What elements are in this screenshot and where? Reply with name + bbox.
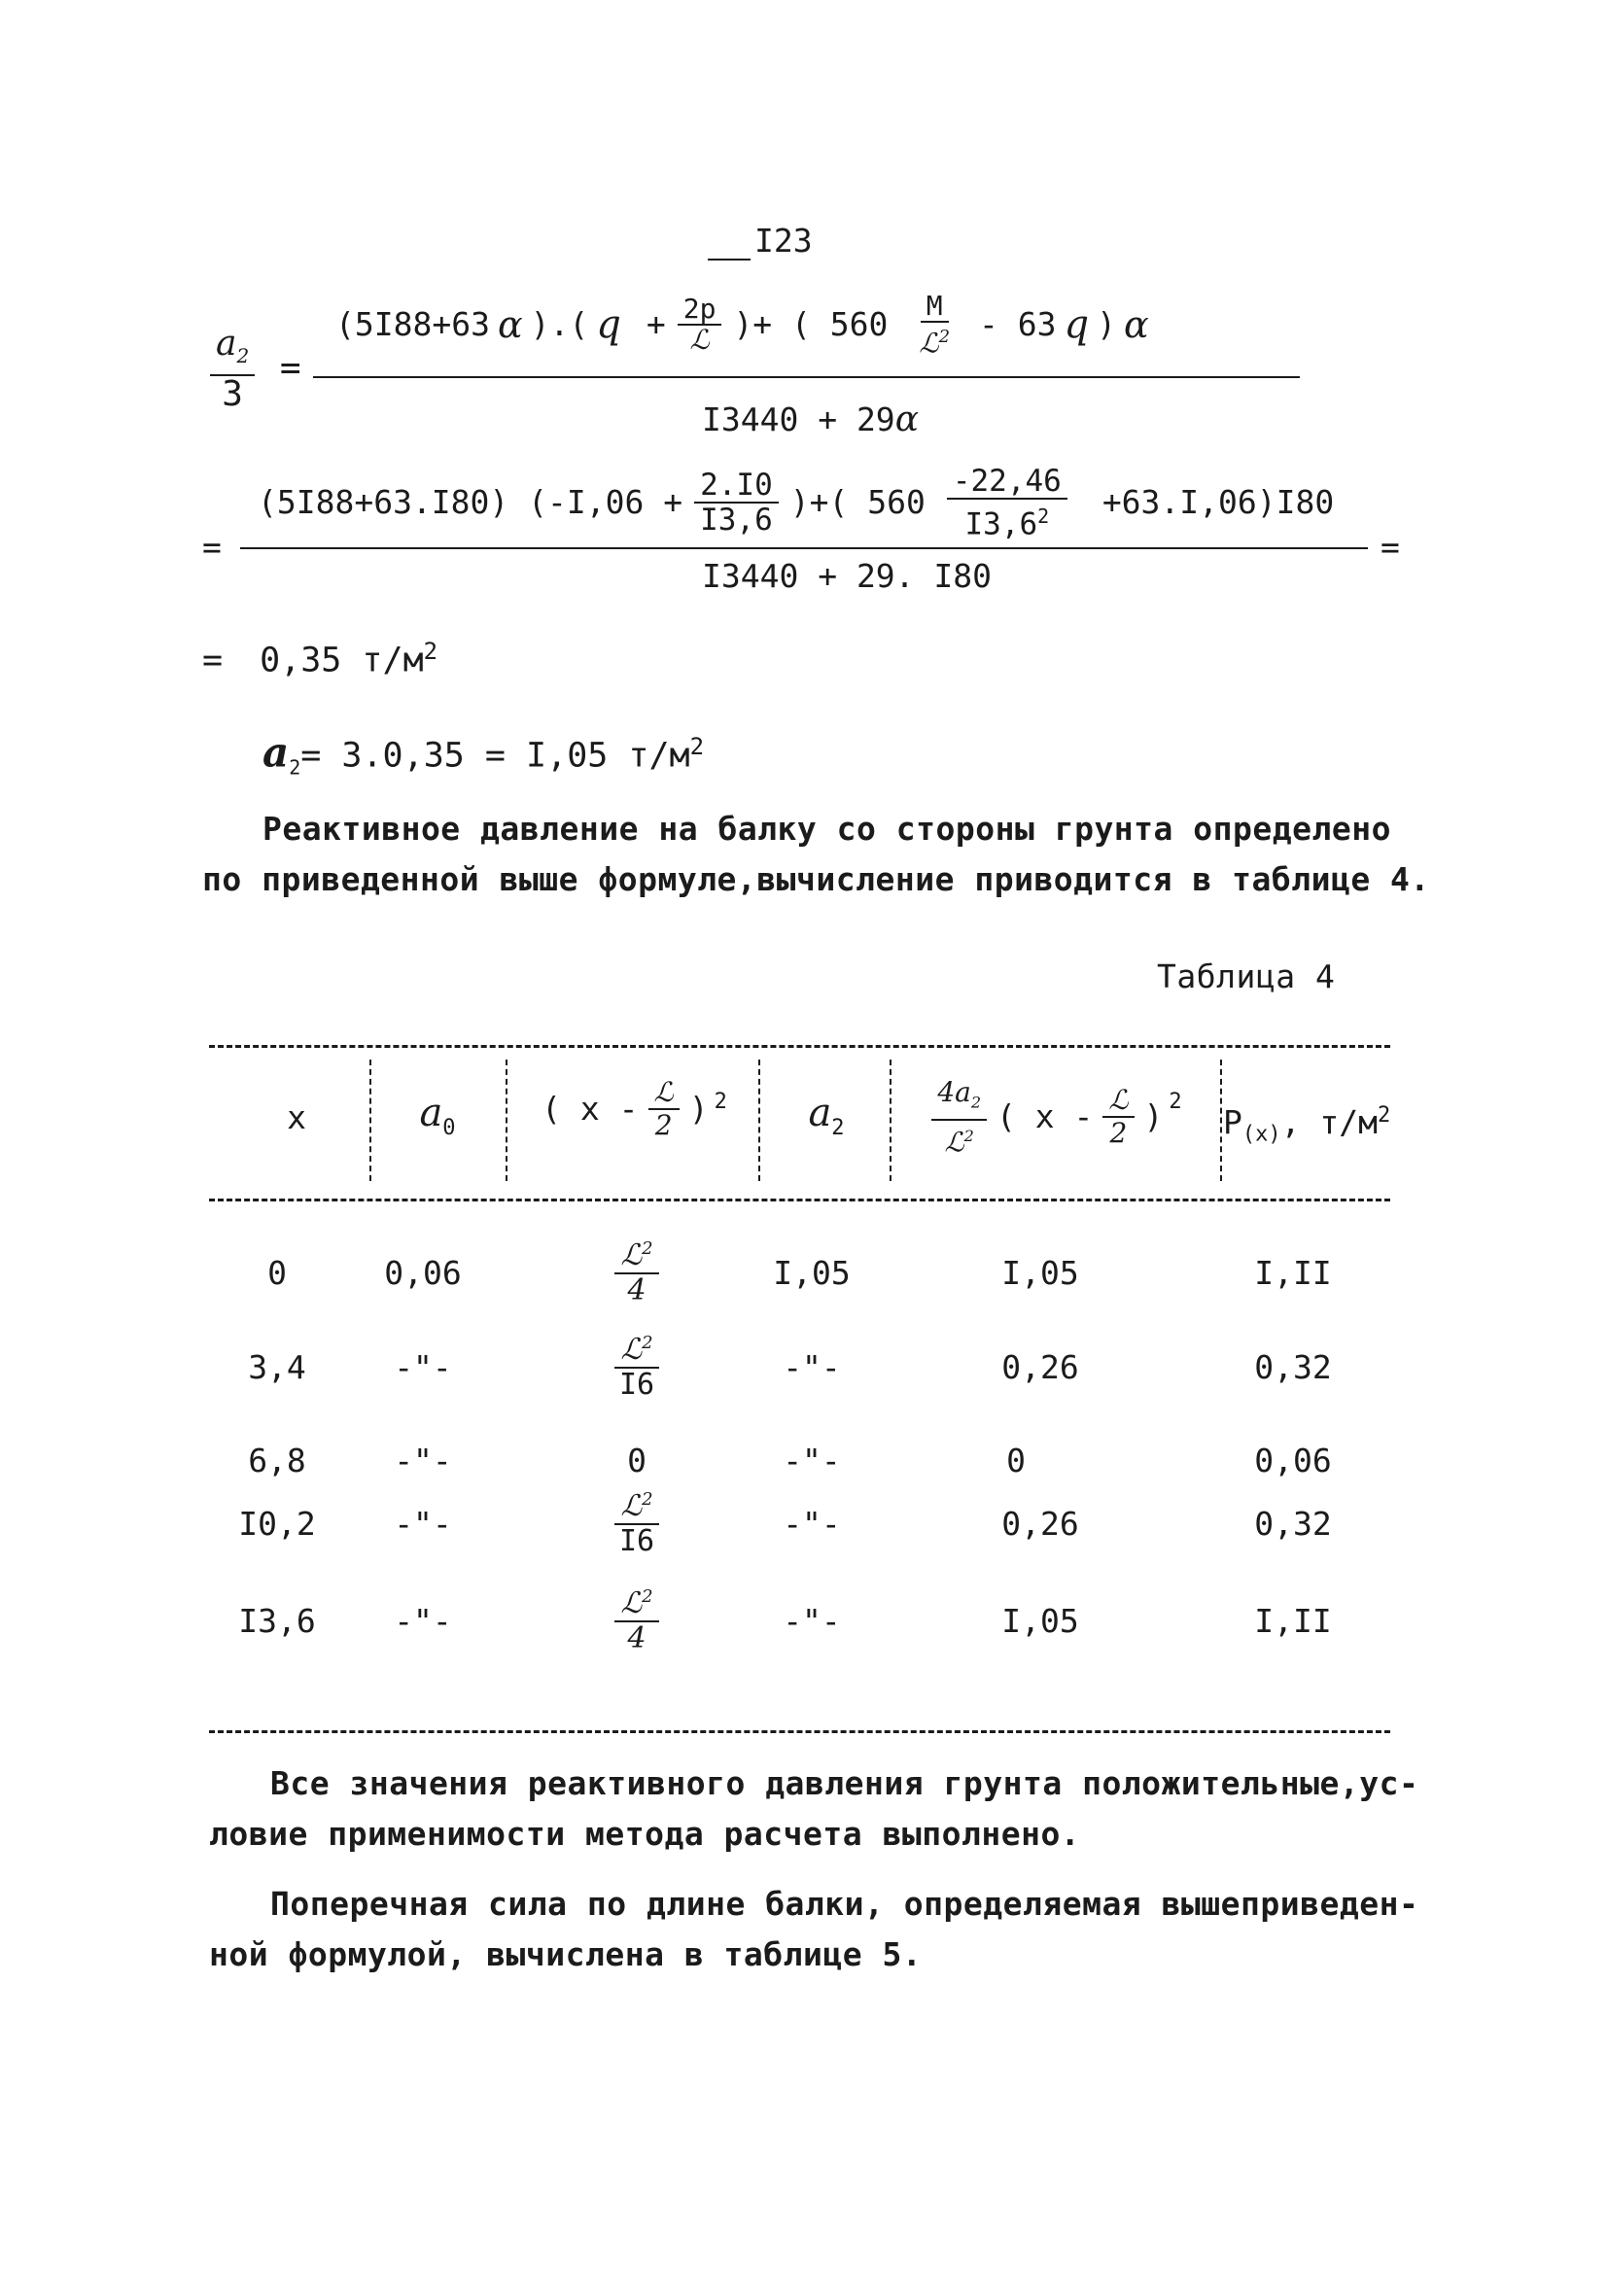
lhs-fraction xyxy=(210,326,255,413)
formula2-numerator: (5I88+63.I80) (-I,06 + $\frac{2.I0}{I3,6}$ )+( 560 $\frac{-22,46}{I3,6^2}$ +63.I,06)I80 xyxy=(258,464,1335,542)
formula1-frac1: $\frac{2p}{\text{ℒ}}$ xyxy=(678,295,722,355)
formula1-denominator: I3440 + 29α xyxy=(702,400,919,439)
table-row-5-fraction: $\frac{ℒ^2}{4}$ xyxy=(578,1581,695,1655)
table-row-3-x: 6,8 xyxy=(248,1442,306,1479)
paragraph-1-line-2: по приведенной выше формуле,вычисление приводится в таблице 4. xyxy=(202,860,1430,898)
table-row-1-fraction: $\frac{ℒ^2}{4}$ xyxy=(578,1233,695,1307)
table-row-4-col5: 0,26 xyxy=(1001,1505,1079,1543)
table-row-2-fraction: $\frac{ℒ^2}{I6}$ xyxy=(578,1327,695,1402)
header-p-of-x: $P_{(x)}$, $т/м^2$ xyxy=(1223,1103,1391,1147)
table-row-1-p: I,II xyxy=(1254,1254,1332,1292)
formula2-left-equals: = xyxy=(202,528,222,566)
table-row-3-col5: 0 xyxy=(1006,1442,1026,1479)
lhs-equals: = xyxy=(279,348,301,389)
table-row-3-zero: 0 xyxy=(627,1442,647,1479)
page-number xyxy=(708,222,813,261)
header-x: x xyxy=(287,1098,306,1136)
table-top-rule xyxy=(209,1045,1390,1048)
paragraph-3-line-2: ной формулой, вычислена в таблице 5. xyxy=(209,1935,923,1973)
paragraph-2-line-2: ловие применимости метода расчета выполнено. xyxy=(209,1815,1081,1853)
table-row-1-col5: I,05 xyxy=(1001,1254,1079,1292)
table-row-5-a2: -"- xyxy=(783,1602,841,1640)
table-row-4-a2: -"- xyxy=(783,1505,841,1543)
table-row-1-x: 0 xyxy=(267,1254,287,1292)
a2-value-line: $a_2= 3.0,35 = I,05$ $т/м^2$ xyxy=(262,728,705,780)
table-row-1-a0: 0,06 xyxy=(384,1254,462,1292)
table-row-5-x: I3,6 xyxy=(238,1602,316,1640)
header-separator-5 xyxy=(1220,1060,1222,1181)
table-header-rule xyxy=(209,1199,1390,1201)
table-row-3-a2: -"- xyxy=(783,1442,841,1479)
paragraph-1-line-1: Реактивное давление на балку со стороны грунта определено xyxy=(262,810,1391,848)
table-row-4-fraction: $\frac{ℒ^2}{I6}$ xyxy=(578,1483,695,1558)
formula2-fraction-bar xyxy=(240,547,1368,549)
table-row-2-p: 0,32 xyxy=(1254,1348,1332,1386)
table-bottom-rule xyxy=(209,1730,1390,1733)
formula2-frac1: $\frac{2.I0}{I3,6}$ xyxy=(694,469,779,537)
formula2-denominator: I3440 + 29. I80 xyxy=(702,557,993,595)
table-row-5-a0: -"- xyxy=(394,1602,452,1640)
formula1-frac2: $\frac{M}{ℒ^2}$ xyxy=(919,290,951,360)
header-a2: $a_2$ xyxy=(808,1091,845,1140)
table-row-4-x: I0,2 xyxy=(238,1505,316,1543)
header-4a2-over-l2-term: $\frac{4a_2}{ℒ^2}$ ( x - $\frac{\text{ℒ}}{2}$ ) $^2$ xyxy=(894,1077,1215,1158)
lhs-denominator: 3 xyxy=(222,374,243,415)
table-row-4-p: 0,32 xyxy=(1254,1505,1332,1543)
paragraph-3-line-1: Поперечная сила по длине балки, определяемая вышеприведен- xyxy=(270,1885,1419,1923)
table-row-2-a0: -"- xyxy=(394,1348,452,1386)
table-row-5-col5: I,05 xyxy=(1001,1602,1079,1640)
paragraph-2-line-1: Все значения реактивного давления грунта положительные,ус- xyxy=(270,1764,1419,1802)
header-x-minus-l-half-squared: ( x - $\frac{\text{ℒ}}{2}$ ) $^2$ xyxy=(542,1076,727,1141)
header-separator-1 xyxy=(369,1060,371,1181)
table-row-3-p: 0,06 xyxy=(1254,1442,1332,1479)
page-number-rule xyxy=(708,259,751,261)
table-row-4-a0: -"- xyxy=(394,1505,452,1543)
formula-lhs xyxy=(206,326,301,413)
header-separator-2 xyxy=(506,1060,507,1181)
lhs-numerator: $a_2$ xyxy=(210,326,255,376)
formula2-frac2: $\frac{-22,46}{I3,6^2}$ xyxy=(947,465,1067,540)
header-separator-4 xyxy=(890,1060,891,1181)
table-row-1-a2: I,05 xyxy=(773,1254,851,1292)
table-row-2-a2: -"- xyxy=(783,1348,841,1386)
table-row-2-x: 3,4 xyxy=(248,1348,306,1386)
table-row-5-p: I,II xyxy=(1254,1602,1332,1640)
table-caption: Таблица 4 xyxy=(1157,957,1336,995)
header-a0: $a_0$ xyxy=(419,1091,456,1140)
table-row-3-a0: -"- xyxy=(394,1442,452,1479)
table-row-2-col5: 0,26 xyxy=(1001,1348,1079,1386)
formula1-numerator: (5I88+63 α ).( q + $\frac{2p}{\text{ℒ}}$ )+ ( 560 $\frac{M}{ℒ^2}$ - 63 q ) α xyxy=(335,290,1149,360)
page-number-text: I23 xyxy=(754,222,813,260)
formula1-fraction-bar xyxy=(313,376,1300,378)
header-separator-3 xyxy=(758,1060,760,1181)
formula-result: = 0,35 $т/м^2$ xyxy=(202,638,438,680)
formula2-right-equals: = xyxy=(1381,528,1400,566)
